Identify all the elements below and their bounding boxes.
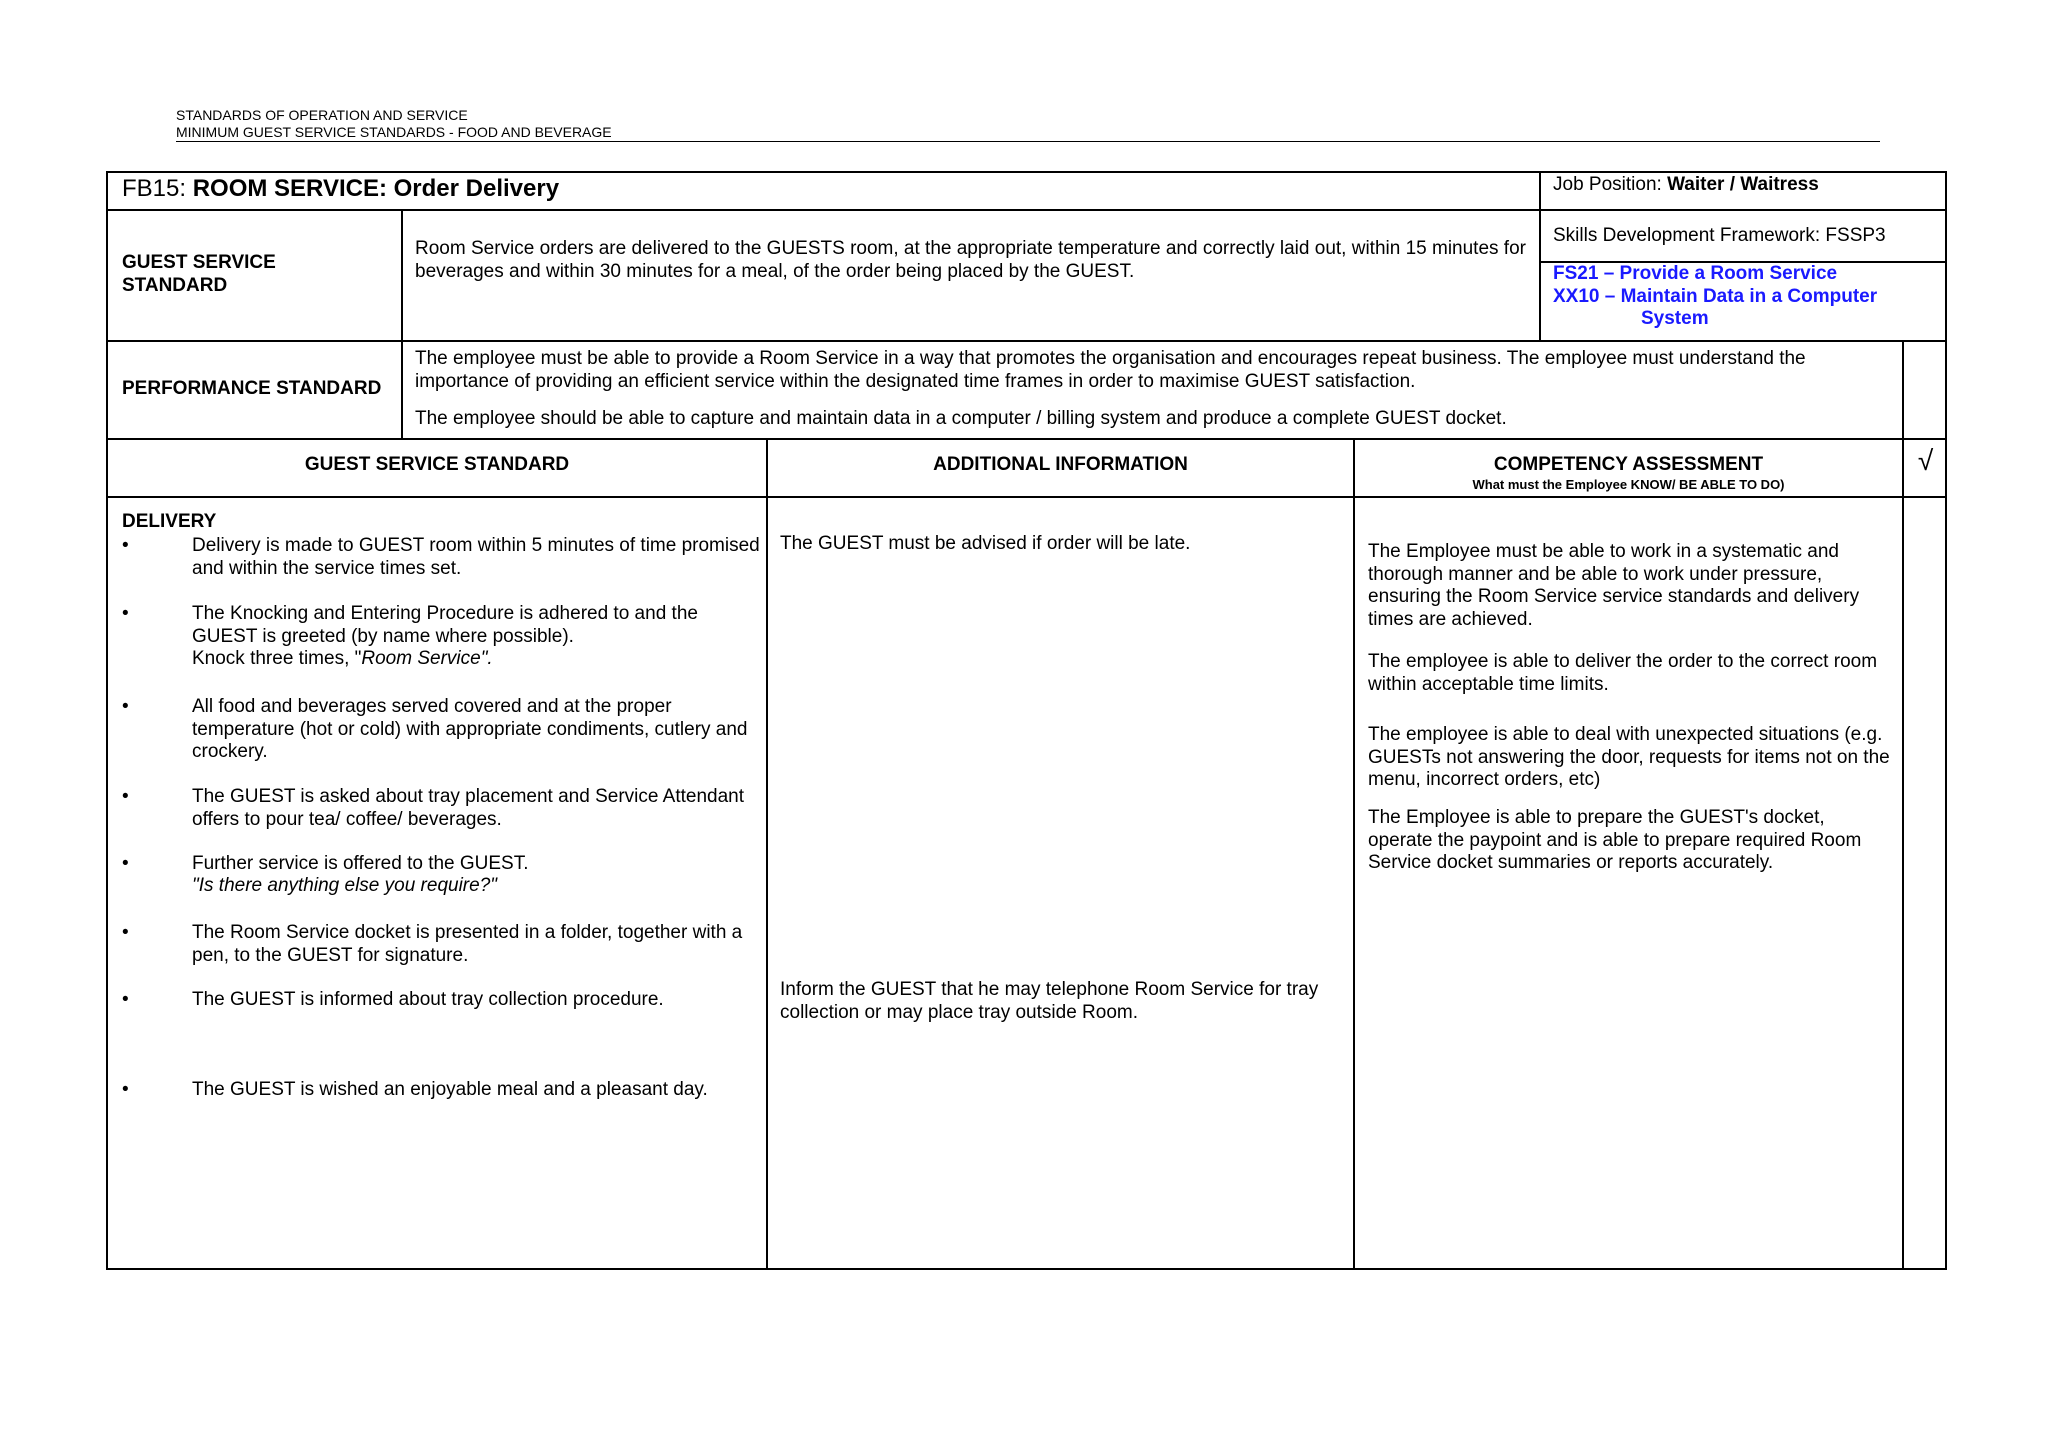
guest-standard-label-1: GUEST SERVICE: [122, 252, 276, 273]
framework-item-1: FS21 – Provide a Room Service: [1553, 263, 1838, 284]
list-item-text: The Knocking and Entering Procedure is adhered to and the GUEST is greeted (by name where possible).: [192, 603, 698, 647]
knock-text: Knock three times, ": [192, 648, 362, 669]
list-item-text: Further service is offered to the GUEST.: [192, 853, 529, 874]
additional-info-2: Inform the GUEST that he may telephone Room Service for tray collection or may place tray outside Room.: [780, 979, 1319, 1023]
bullet: •: [122, 696, 129, 717]
list-item-text: All food and beverages served covered and at the proper temperature (hot or cold) with appropriate condiments, cutlery and crockery.: [192, 696, 748, 762]
job-position: [1553, 174, 1819, 197]
framework-items: [1553, 263, 1877, 331]
competency-3: The employee is able to deal with unexpected situations (e.g. GUESTs not answering the door, requests for items not on the menu, incorrect orders, etc): [1368, 724, 1890, 790]
header-line-2: MINIMUM GUEST SERVICE STANDARDS - FOOD AND BEVERAGE: [176, 124, 612, 140]
bullet: •: [122, 989, 129, 1010]
header-line-1: STANDARDS OF OPERATION AND SERVICE: [176, 107, 468, 123]
title-code: FB15:: [122, 175, 193, 202]
col-divider-1: [766, 438, 768, 1270]
guest-standard-text: Room Service orders are delivered to the GUESTS room, at the appropriate temperature and correctly laid out, within 15 minutes for beverages and within 30 minutes for a meal, of the order being placed by the GUEST.: [415, 238, 1526, 282]
job-position-value: Waiter / Waitress: [1667, 174, 1819, 195]
col-divider-2: [1353, 438, 1355, 1270]
list-item-text: Delivery is made to GUEST room within 5 minutes of time promised and within the service times set.: [192, 535, 760, 579]
performance-label: PERFORMANCE STANDARD: [122, 378, 382, 399]
page-header: [176, 107, 1880, 142]
bullet: •: [122, 922, 129, 943]
list-item-text: The GUEST is asked about tray placement and Service Attendant offers to pour tea/ coffee/ beverages.: [192, 786, 745, 830]
additional-info-1: The GUEST must be advised if order will be late.: [780, 533, 1191, 554]
skills-framework: Skills Development Framework: FSSP3: [1553, 225, 1886, 246]
competency-1: The Employee must be able to work in a systematic and thorough manner and be able to work under pressure, ensuring the Room Service service standards and delivery times are achieved.: [1368, 541, 1860, 630]
bullet: •: [122, 1079, 129, 1100]
competency-4: The Employee is able to prepare the GUEST's docket, operate the paypoint and is able to prepare required Room Service docket summaries or reports accurately.: [1368, 807, 1862, 873]
col-header-check: √: [1917, 445, 1934, 476]
col-header-competency: COMPETENCY ASSESSMENT: [1493, 454, 1764, 475]
delivery-heading: DELIVERY: [122, 511, 217, 532]
guest-standard-label-2: STANDARD: [122, 274, 228, 296]
list-item-extra: [192, 648, 762, 671]
performance-check-cell: [1902, 340, 1947, 440]
col-header-additional-info: ADDITIONAL INFORMATION: [933, 454, 1188, 475]
list-item-italic: "Is there anything else you require?": [192, 875, 498, 896]
guest-standard-label: [122, 252, 276, 297]
bullet: •: [122, 786, 129, 807]
performance-text-1: The employee must be able to provide a Room Service in a way that promotes the organisation and encourages repeat business. The employee must understand the importance of providing an efficient service within the designated time frames in order to maximise GUEST satisfaction.: [415, 348, 1806, 392]
col-header-guest-standard: GUEST SERVICE STANDARD: [304, 454, 570, 475]
page-title: [122, 175, 559, 203]
col-header-competency-sub: What must the Employee KNOW/ BE ABLE TO DO): [1472, 477, 1785, 492]
bullet: •: [122, 603, 129, 624]
list-item-text: The Room Service docket is presented in a folder, together with a pen, to the GUEST for signature.: [192, 922, 743, 966]
list-item-text: The GUEST is informed about tray collection procedure.: [192, 989, 664, 1010]
bullet: •: [122, 535, 129, 556]
knock-italic: Room Service".: [361, 648, 493, 669]
framework-item-3: System: [1641, 308, 1709, 329]
competency-2: The employee is able to deliver the order to the correct room within acceptable time limits.: [1368, 651, 1878, 695]
list-item-text: The GUEST is wished an enjoyable meal and a pleasant day.: [192, 1079, 708, 1100]
job-position-label: Job Position:: [1553, 174, 1668, 195]
performance-text-2: The employee should be able to capture and maintain data in a computer / billing system and produce a complete GUEST docket.: [415, 408, 1507, 429]
title-name: ROOM SERVICE: Order Delivery: [192, 175, 560, 202]
col-divider-3: [1902, 438, 1904, 1270]
bullet: •: [122, 853, 129, 874]
framework-item-2: XX10 – Maintain Data in a Computer: [1553, 285, 1878, 307]
